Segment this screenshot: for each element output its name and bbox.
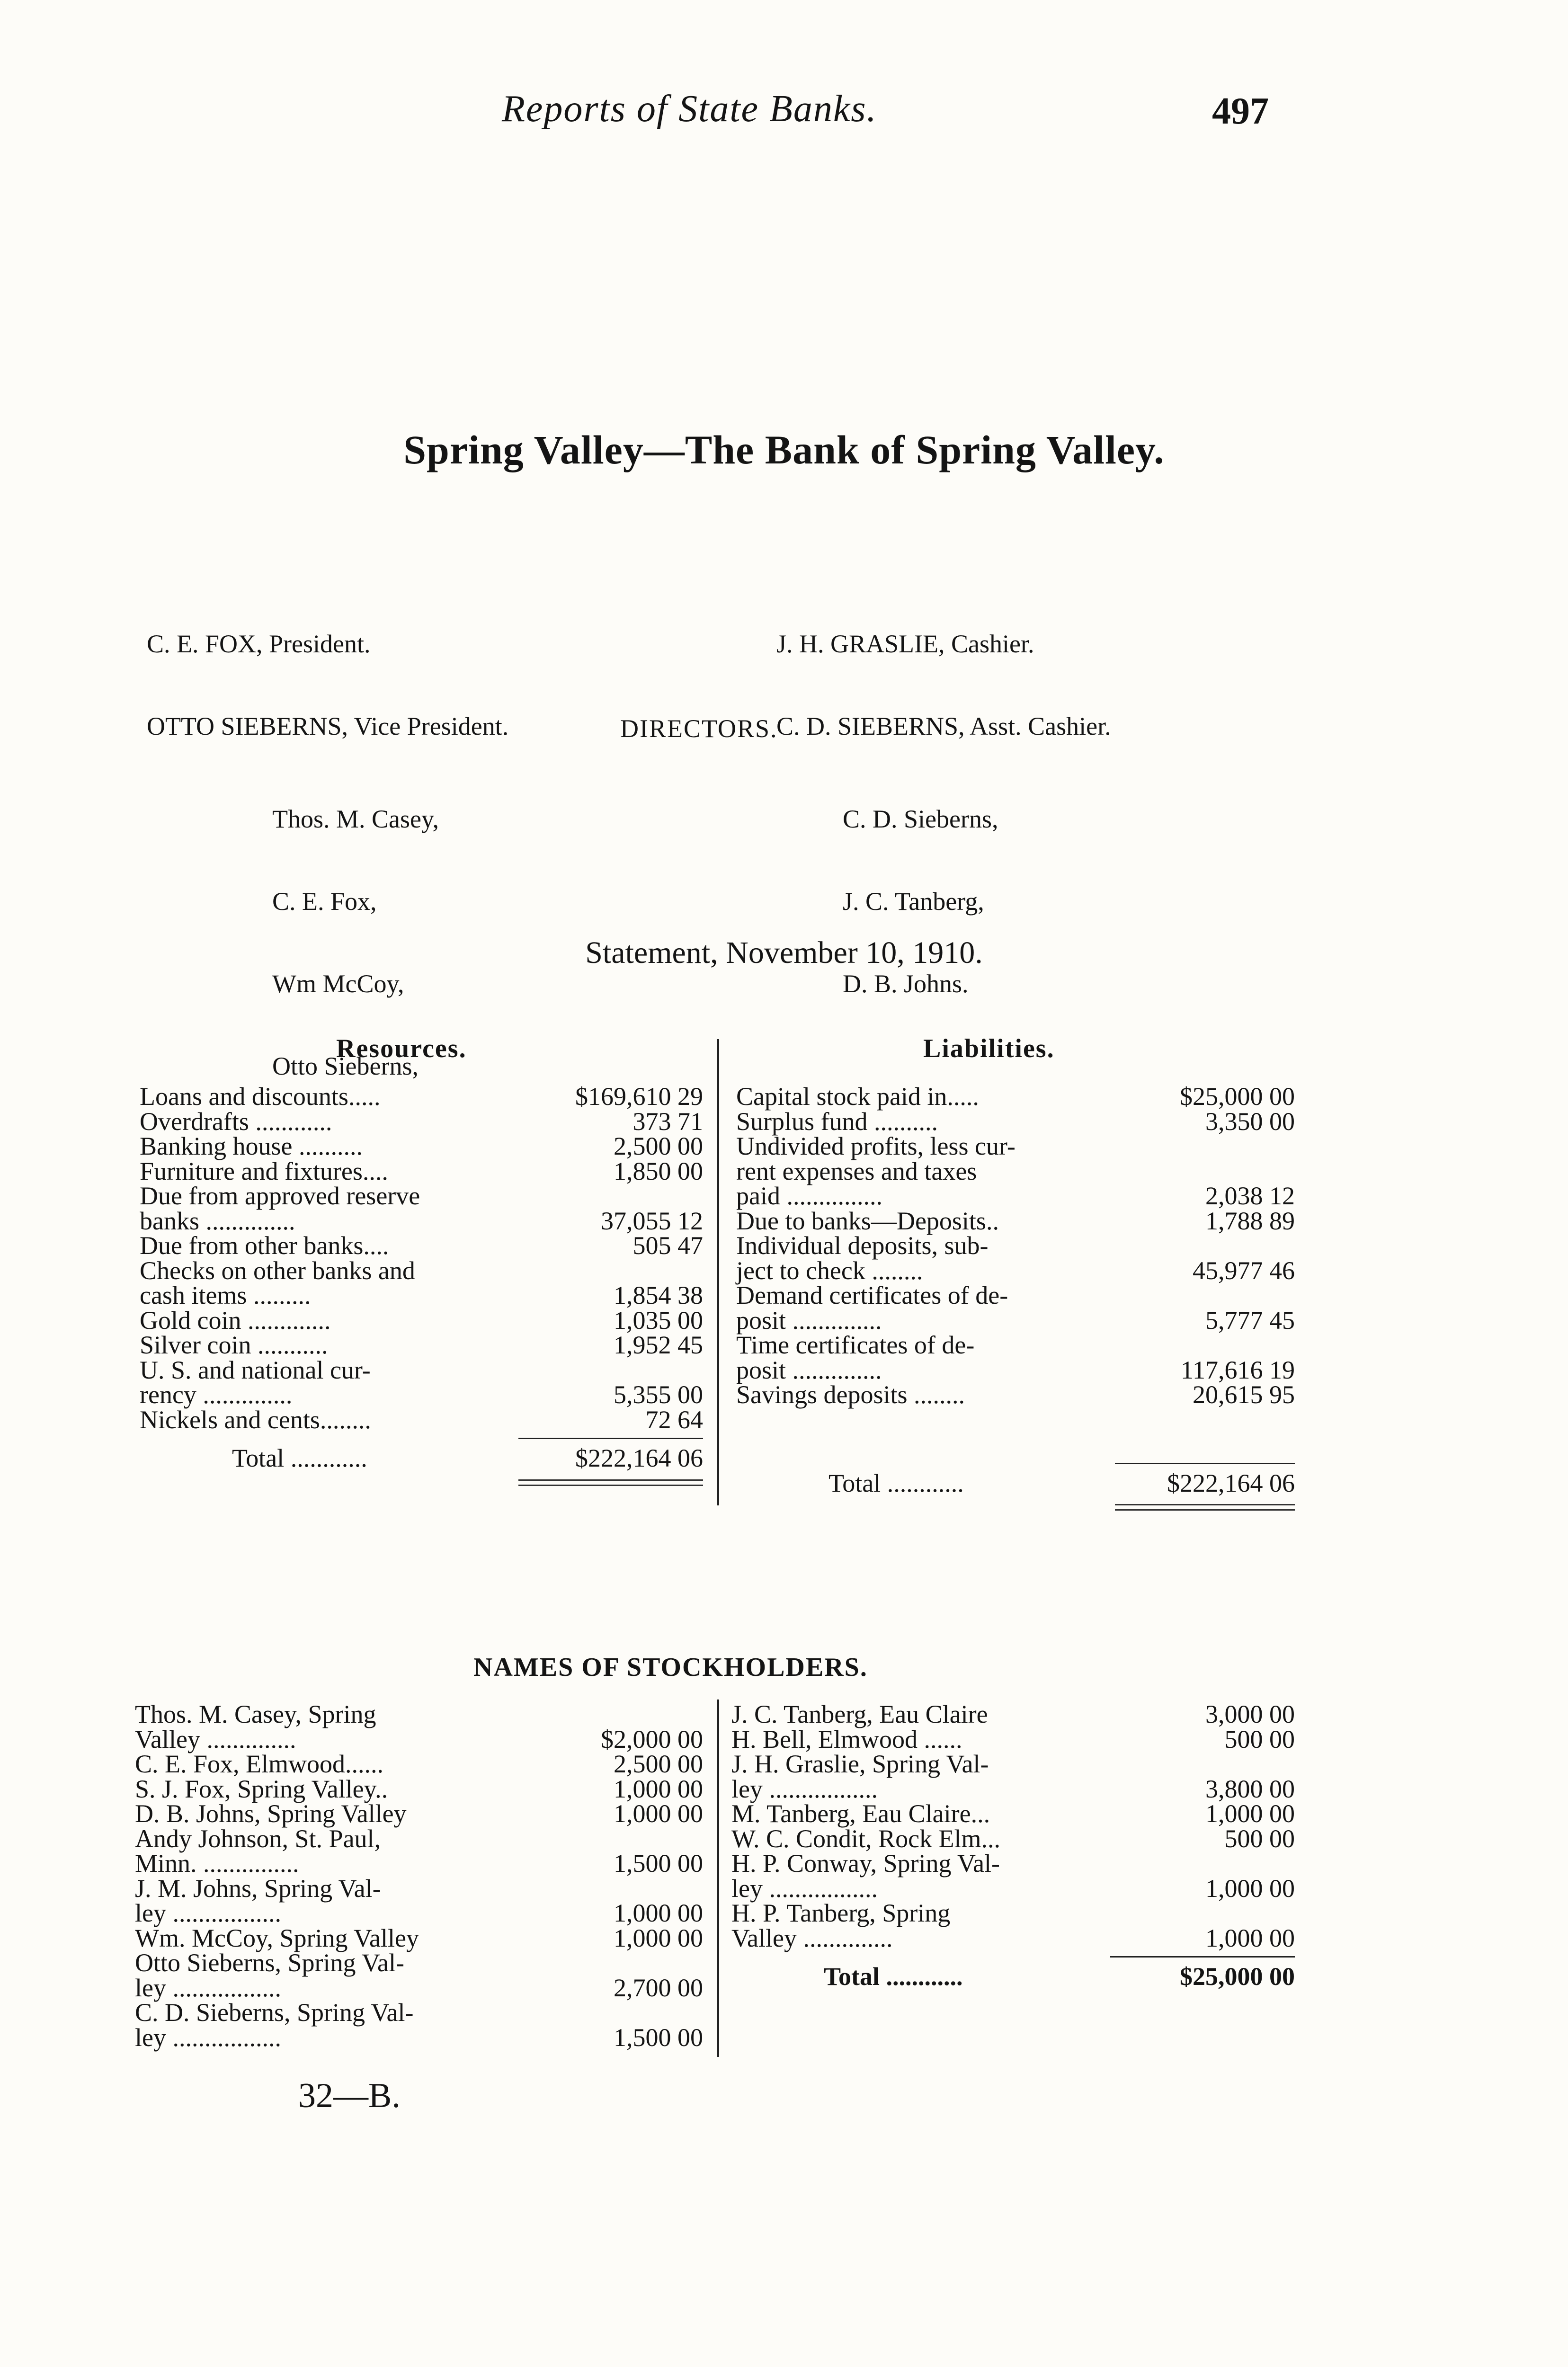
ledger-row xyxy=(140,1355,703,1384)
ledger-row xyxy=(736,1134,1295,1159)
ledger-row xyxy=(736,1233,1295,1258)
signature-mark: 32—B. xyxy=(298,2076,401,2115)
ledger-amount: 1,952 45 xyxy=(614,1331,703,1359)
ledger-row xyxy=(731,1826,1295,1851)
ledger-row xyxy=(731,1801,1295,1826)
ledger-amount: 2,700 00 xyxy=(614,1973,703,2002)
ledger-label: H. P. Tanberg, Spring xyxy=(731,1899,951,1927)
ledger-amount: $25,000 00 xyxy=(1180,1082,1295,1111)
stockholders-total-rule xyxy=(1110,1956,1295,1958)
bank-title: Spring Valley—The Bank of Spring Valley. xyxy=(403,427,1165,472)
officer-president: C. E. FOX, President. xyxy=(147,630,371,658)
director-name: C. E. Fox, xyxy=(272,887,377,916)
liabilities-total-label: Total ............ xyxy=(829,1468,964,1497)
ledger-label: Wm. McCoy, Spring Valley xyxy=(135,1923,419,1952)
directors-right xyxy=(843,750,998,1025)
liabilities-total-row xyxy=(736,1468,1295,1497)
ledger-label: Thos. M. Casey, Spring xyxy=(135,1700,376,1728)
ledger-row xyxy=(140,1333,703,1358)
ledger-label: rency .............. xyxy=(140,1380,293,1409)
ledger-label: C. E. Fox, Elmwood...... xyxy=(135,1750,384,1778)
ledger-label: C. D. Sieberns, Spring Val- xyxy=(135,1998,414,2027)
ledger-row xyxy=(140,1134,703,1159)
ledger-row xyxy=(736,1084,1295,1109)
director-name: Wm McCoy, xyxy=(272,970,404,998)
running-head-title: Reports of State Banks. xyxy=(502,88,877,130)
ledger-label: paid ............... xyxy=(736,1182,882,1210)
ledger-row xyxy=(135,1950,703,1975)
ledger-amount: 3,800 00 xyxy=(1205,1774,1295,1803)
ledger-label: Gold coin ............. xyxy=(140,1306,331,1335)
director-name: Thos. M. Casey, xyxy=(272,805,439,833)
ledger-row xyxy=(135,2000,703,2025)
liabilities-heading: Liabilities. xyxy=(923,1034,1055,1063)
ledger-amount: 45,977 46 xyxy=(1193,1256,1295,1285)
ledger-row xyxy=(135,1851,703,1876)
ledger-row xyxy=(140,1109,703,1134)
stockholders-left xyxy=(135,1702,703,2050)
ledger-label: rent expenses and taxes xyxy=(736,1157,977,1185)
ledger-label: banks .............. xyxy=(140,1206,295,1235)
ledger-amount: 1,035 00 xyxy=(614,1306,703,1335)
ledger-amount: 1,000 00 xyxy=(614,1923,703,1952)
ledger-row xyxy=(140,1159,703,1184)
ledger-label: cash items ......... xyxy=(140,1281,311,1309)
ledger-amount: 1,000 00 xyxy=(614,1799,703,1828)
ledger-amount: 1,850 00 xyxy=(614,1157,703,1185)
ledger-row xyxy=(140,1308,703,1333)
director-name: C. D. Sieberns, xyxy=(843,805,998,833)
ledger-label: Minn. ............... xyxy=(135,1849,299,1878)
ledger-row xyxy=(736,1159,1295,1184)
ledger-label: Due to banks—Deposits.. xyxy=(736,1206,999,1235)
ledger-row xyxy=(135,1774,703,1803)
ledger-row xyxy=(731,1774,1295,1803)
stockholders-total-label: Total ............ xyxy=(824,1962,963,1991)
ledger-label: U. S. and national cur- xyxy=(140,1355,371,1384)
ledger-label: D. B. Johns, Spring Valley xyxy=(135,1799,407,1828)
ledger-row xyxy=(140,1206,703,1235)
liabilities-table xyxy=(736,1084,1295,1511)
ledger-row xyxy=(140,1084,703,1109)
page-number: 497 xyxy=(1212,90,1269,132)
ledger-amount: 2,500 00 xyxy=(614,1132,703,1160)
ledger-label: Individual deposits, sub- xyxy=(736,1231,989,1260)
ledger-row xyxy=(736,1382,1295,1407)
director-name: J. C. Tanberg, xyxy=(843,887,984,916)
ledger-label: Demand certificates of de- xyxy=(736,1281,1008,1309)
resources-double-rule xyxy=(518,1479,703,1486)
ledger-row xyxy=(731,1752,1295,1777)
ledger-label: Overdrafts ............ xyxy=(140,1107,332,1136)
ledger-row xyxy=(736,1333,1295,1358)
ledger-label: W. C. Condit, Rock Elm... xyxy=(731,1824,1001,1853)
ledger-row xyxy=(731,1923,1295,1952)
ledger-amount: 1,000 00 xyxy=(614,1774,703,1803)
ledger-label: H. P. Conway, Spring Val- xyxy=(731,1849,1000,1878)
ledger-label: ject to check ........ xyxy=(736,1256,923,1285)
ledger-amount: 1,000 00 xyxy=(1205,1923,1295,1952)
ledger-amount: 1,854 38 xyxy=(614,1281,703,1309)
ledger-row xyxy=(736,1109,1295,1134)
ledger-row xyxy=(731,1851,1295,1876)
ledger-row xyxy=(731,1876,1295,1901)
ledger-amount: 2,500 00 xyxy=(614,1750,703,1778)
ledger-label: Due from other banks.... xyxy=(140,1231,389,1260)
ledger-row xyxy=(736,1355,1295,1384)
ledger-amount: 1,000 00 xyxy=(1205,1799,1295,1828)
resources-table xyxy=(140,1084,703,1486)
liabilities-double-rule xyxy=(1115,1504,1295,1511)
ledger-label: ley ................. xyxy=(135,2023,281,2052)
ledger-row xyxy=(135,1975,703,2001)
ledger-label: Andy Johnson, St. Paul, xyxy=(135,1824,381,1853)
ledger-label: Furniture and fixtures.... xyxy=(140,1157,388,1185)
ledger-row xyxy=(140,1407,703,1433)
ledger-label: posit .............. xyxy=(736,1306,882,1335)
stockholders-right xyxy=(731,1702,1295,1989)
ledger-label: Loans and discounts..... xyxy=(140,1082,381,1111)
ledger-label: Undivided profits, less cur- xyxy=(736,1132,1016,1160)
ledger-row xyxy=(731,1901,1295,1926)
ledger-label: ley ................. xyxy=(731,1774,878,1803)
ledger-label: Valley .............. xyxy=(135,1725,296,1753)
resources-total-amount: $222,164 06 xyxy=(575,1444,703,1472)
ledger-label: Silver coin ........... xyxy=(140,1331,328,1359)
ledger-amount: 505 47 xyxy=(633,1231,703,1260)
ledger-row xyxy=(135,1702,703,1727)
officer-vice-president: OTTO SIEBERNS, Vice President. xyxy=(147,712,509,740)
ledger-label: Due from approved reserve xyxy=(140,1182,420,1210)
statement-date: Statement, November 10, 1910. xyxy=(585,935,983,970)
resources-total-rule xyxy=(518,1438,703,1439)
ledger-row xyxy=(135,1801,703,1826)
ledger-row xyxy=(731,1702,1295,1727)
ledger-amount: 1,000 00 xyxy=(1205,1874,1295,1903)
ledger-label: J. M. Johns, Spring Val- xyxy=(135,1874,381,1903)
ledger-amount: 117,616 19 xyxy=(1181,1355,1295,1384)
ledger-label: ley ................. xyxy=(135,1899,281,1927)
ledger-row xyxy=(135,1876,703,1901)
ledger-label: Capital stock paid in..... xyxy=(736,1082,979,1111)
officer-asst-cashier: C. D. SIEBERNS, Asst. Cashier. xyxy=(776,712,1111,740)
director-name: D. B. Johns. xyxy=(843,970,969,998)
ledger-amount: 500 00 xyxy=(1224,1725,1295,1753)
ledger-row xyxy=(135,2025,703,2050)
ledger-label: Valley .............. xyxy=(731,1923,893,1952)
ledger-label: S. J. Fox, Spring Valley.. xyxy=(135,1774,388,1803)
ledger-amount: 500 00 xyxy=(1224,1824,1295,1853)
ledger-amount: $169,610 29 xyxy=(575,1082,703,1111)
ledger-label: ley ................. xyxy=(135,1973,281,2002)
officer-cashier: J. H. GRASLIE, Cashier. xyxy=(776,630,1034,658)
ledger-row xyxy=(140,1283,703,1308)
ledger-amount: 3,000 00 xyxy=(1205,1700,1295,1728)
ledger-row xyxy=(731,1727,1295,1752)
ledger-amount: 1,500 00 xyxy=(614,1849,703,1878)
ledger-label: Otto Sieberns, Spring Val- xyxy=(135,1949,404,1977)
stockholders-total-row xyxy=(731,1964,1295,1989)
stockholders-heading: NAMES OF STOCKHOLDERS. xyxy=(473,1653,868,1682)
ledger-label: J. C. Tanberg, Eau Claire xyxy=(731,1700,988,1728)
ledger-label: Banking house .......... xyxy=(140,1132,363,1160)
ledger-amount: 1,788 89 xyxy=(1205,1206,1295,1235)
officers-right xyxy=(776,575,1111,767)
ledger-amount: $2,000 00 xyxy=(601,1725,703,1753)
stockholders-total-amount: $25,000 00 xyxy=(1180,1962,1295,1991)
ledger-amount: 5,777 45 xyxy=(1205,1306,1295,1335)
ledger-label: M. Tanberg, Eau Claire... xyxy=(731,1799,990,1828)
ledger-amount: 72 64 xyxy=(645,1405,703,1434)
resources-total-label: Total ............ xyxy=(232,1444,367,1472)
director-name: Otto Sieberns, xyxy=(272,1052,419,1080)
ledger-row xyxy=(135,1752,703,1777)
resources-total-row xyxy=(140,1446,703,1471)
ledger-label: ley ................. xyxy=(731,1874,878,1903)
ledger-amount: 373 71 xyxy=(633,1107,703,1136)
ledger-amount: 37,055 12 xyxy=(601,1206,703,1235)
ledger-label: H. Bell, Elmwood ...... xyxy=(731,1725,962,1753)
stockholders-divider xyxy=(717,1700,719,2057)
ledger-label: J. H. Graslie, Spring Val- xyxy=(731,1750,989,1778)
column-divider xyxy=(717,1039,719,1505)
ledger-row xyxy=(736,1184,1295,1209)
ledger-row xyxy=(736,1308,1295,1333)
ledger-row xyxy=(140,1258,703,1283)
ledger-amount: 20,615 95 xyxy=(1193,1380,1295,1409)
ledger-amount: 1,000 00 xyxy=(614,1899,703,1927)
ledger-row xyxy=(135,1901,703,1926)
ledger-row xyxy=(736,1283,1295,1308)
ledger-amount: 3,350 00 xyxy=(1205,1107,1295,1136)
ledger-label: posit .............. xyxy=(736,1355,882,1384)
ledger-label: Nickels and cents........ xyxy=(140,1405,371,1434)
ledger-row xyxy=(135,1826,703,1851)
officers-left xyxy=(147,575,508,767)
ledger-row xyxy=(135,1923,703,1952)
ledger-row xyxy=(140,1382,703,1407)
liabilities-total-amount: $222,164 06 xyxy=(1167,1468,1295,1497)
ledger-row xyxy=(736,1206,1295,1235)
ledger-amount: 1,500 00 xyxy=(614,2023,703,2052)
ledger-label: Savings deposits ........ xyxy=(736,1380,965,1409)
ledger-amount: 5,355 00 xyxy=(614,1380,703,1409)
resources-heading: Resources. xyxy=(336,1034,467,1063)
ledger-label: Checks on other banks and xyxy=(140,1256,415,1285)
ledger-label: Surplus fund .......... xyxy=(736,1107,938,1136)
ledger-row xyxy=(140,1233,703,1258)
ledger-row xyxy=(135,1727,703,1752)
liabilities-total-rule xyxy=(1115,1463,1295,1464)
ledger-amount: 2,038 12 xyxy=(1205,1182,1295,1210)
directors-heading: DIRECTORS. xyxy=(620,714,778,743)
ledger-row xyxy=(140,1184,703,1209)
ledger-row xyxy=(736,1258,1295,1283)
ledger-label: Time certificates of de- xyxy=(736,1331,975,1359)
